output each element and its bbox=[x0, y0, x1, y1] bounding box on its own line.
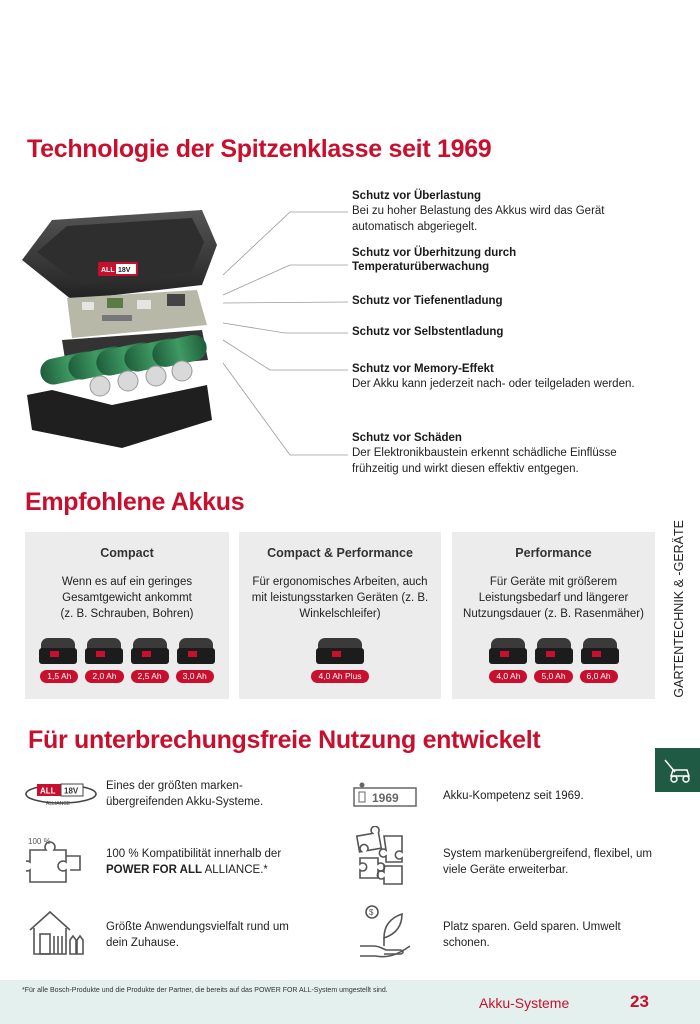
icon-all-text: ALL bbox=[40, 786, 56, 796]
icon-year-text: 1969 bbox=[372, 791, 399, 805]
card-title: Performance bbox=[515, 546, 592, 560]
feature-title: Schutz vor Selbstentladung bbox=[352, 326, 504, 338]
section-title-recommended: Empfohlene Akkus bbox=[25, 488, 245, 516]
card-compact-performance bbox=[239, 532, 441, 699]
advantage-text-line: dein Zuhause. bbox=[106, 937, 179, 949]
feature-title: Schutz vor Schäden bbox=[352, 432, 462, 444]
card-desc-line: mit leistungsstarken Geräten (z. B. bbox=[251, 592, 429, 604]
battery-icon bbox=[131, 638, 169, 664]
feature-desc-line: frühzeitig und wirkt diesen effektiv entgegen. bbox=[352, 463, 579, 475]
battery-icon bbox=[535, 638, 573, 664]
card-description bbox=[249, 574, 431, 622]
battery-circuit-board bbox=[67, 290, 207, 338]
garden-category-tab[interactable] bbox=[655, 748, 700, 792]
advantage-text-line bbox=[106, 862, 346, 878]
advantage-text-line: schonen. bbox=[443, 937, 490, 949]
advantage-text-line: übergreifenden Akku-Systeme. bbox=[106, 796, 264, 808]
battery-bottom-tray bbox=[27, 385, 212, 448]
card-desc-line: Leistungsbedarf und längerer bbox=[478, 592, 629, 604]
badge-all-text: ALL bbox=[101, 267, 115, 274]
card-desc-line: Wenn es auf ein geringes bbox=[61, 576, 193, 588]
battery-exploded-illustration bbox=[12, 190, 217, 450]
capacity-pill-row bbox=[239, 670, 441, 683]
advantage-text-line: Platz sparen. Geld sparen. Umwelt bbox=[443, 921, 621, 933]
power-for-all-alliance-icon bbox=[24, 778, 98, 810]
puzzle-pieces-icon bbox=[350, 826, 412, 888]
svg-text:$: $ bbox=[369, 908, 374, 917]
capacity-pill: 1,5 Ah bbox=[40, 670, 78, 683]
year-1969-icon bbox=[352, 782, 418, 810]
card-desc-line: Für Geräte mit größerem bbox=[489, 576, 618, 588]
house-fence-icon bbox=[26, 906, 86, 958]
advantage-text-line: 100 % Kompatibilität innerhalb der bbox=[106, 848, 282, 860]
capacity-pill: 6,0 Ah bbox=[580, 670, 618, 683]
advantage-largest-system bbox=[106, 778, 336, 810]
battery-icon bbox=[489, 638, 527, 664]
page-footer bbox=[0, 980, 700, 1024]
capacity-pill-row bbox=[452, 670, 655, 683]
capacity-pill: 2,0 Ah bbox=[85, 670, 123, 683]
feature-desc-line: Der Elektronikbaustein erkennt schädliche Einflüsse bbox=[352, 447, 617, 459]
card-description bbox=[462, 574, 645, 622]
capacity-pill-row bbox=[25, 670, 229, 683]
battery-icon-row bbox=[25, 638, 229, 664]
advantage-text-line: viele Geräte erweiterbar. bbox=[443, 864, 569, 876]
feature-memory-effect bbox=[352, 363, 682, 392]
card-title: Compact & Performance bbox=[267, 546, 413, 560]
badge-18v-text: 18V bbox=[118, 267, 131, 274]
capacity-pill: 2,5 Ah bbox=[131, 670, 169, 683]
card-compact bbox=[25, 532, 229, 699]
icon-18v-text: 18V bbox=[64, 786, 79, 796]
feature-damage bbox=[352, 432, 672, 477]
battery-icon bbox=[85, 638, 123, 664]
advantage-text-line: Eines der größten marken- bbox=[106, 780, 243, 792]
side-tab-label: GARTENTECHNIK & -GERÄTE bbox=[672, 520, 686, 698]
card-desc-line: Für ergonomisches Arbeiten, auch bbox=[252, 576, 428, 588]
advantage-save-space bbox=[443, 919, 673, 951]
battery-icon bbox=[581, 638, 619, 664]
feature-desc-line: automatisch abgeriegelt. bbox=[352, 221, 478, 233]
leader-lines bbox=[215, 195, 355, 465]
feature-self-discharge bbox=[352, 326, 672, 338]
alliance-suffix: ALLIANCE.* bbox=[202, 864, 268, 876]
battery-top-badge bbox=[98, 262, 138, 276]
page-title: Technologie der Spitzenklasse seit 1969 bbox=[27, 135, 492, 163]
feature-overload bbox=[352, 190, 672, 235]
puzzle-compatibility-icon bbox=[26, 836, 84, 884]
card-description bbox=[35, 574, 219, 622]
battery-icon bbox=[316, 638, 364, 664]
capacity-pill: 3,0 Ah bbox=[176, 670, 214, 683]
section-title-uninterrupted: Für unterbrechungsfreie Nutzung entwickelt bbox=[28, 726, 541, 754]
lawnmower-icon bbox=[655, 748, 700, 792]
footer-section-label: Akku-Systeme bbox=[479, 995, 570, 1011]
card-performance bbox=[452, 532, 655, 699]
feature-desc-line: Der Akku kann jederzeit nach- oder teilgeladen werden. bbox=[352, 378, 635, 390]
power-for-all-bold: POWER FOR ALL bbox=[106, 864, 203, 876]
card-desc-line: Winkelschleifer) bbox=[299, 608, 381, 620]
hand-plant-coin-icon bbox=[356, 902, 414, 960]
capacity-pill: 4,0 Ah bbox=[489, 670, 527, 683]
feature-deep-discharge bbox=[352, 295, 672, 307]
icon-percent-text: 100 % bbox=[28, 837, 51, 846]
battery-icon bbox=[39, 638, 77, 664]
card-desc-line: (z. B. Schrauben, Bohren) bbox=[60, 608, 194, 620]
page-number: 23 bbox=[630, 992, 649, 1011]
feature-title: Temperaturüberwachung bbox=[352, 261, 490, 273]
feature-desc-line: Bei zu hoher Belastung des Akkus wird das Gerät bbox=[352, 205, 605, 217]
advantage-text-line: System markenübergreifend, flexibel, um bbox=[443, 848, 653, 860]
capacity-pill: 5,0 Ah bbox=[534, 670, 572, 683]
advantage-cross-brand bbox=[443, 846, 683, 878]
footnote: *Für alle Bosch-Produkte und die Produkte der Partner, die bereits auf das POWER FOR ALL-System umgestellt sind. bbox=[22, 987, 388, 994]
icon-alliance-text: ALLIANCE bbox=[46, 801, 71, 807]
advantage-text-line: Größte Anwendungsvielfalt rund um bbox=[106, 921, 289, 933]
card-desc-line: Gesamtgewicht ankommt bbox=[62, 592, 192, 604]
card-title: Compact bbox=[100, 546, 154, 560]
feature-title: Schutz vor Tiefenentladung bbox=[352, 295, 503, 307]
advantage-text-line: Akku-Kompetenz seit 1969. bbox=[443, 790, 584, 802]
battery-icon bbox=[177, 638, 215, 664]
advantage-versatility bbox=[106, 919, 336, 951]
feature-title: Schutz vor Überlastung bbox=[352, 190, 482, 202]
battery-icon-row bbox=[452, 638, 655, 664]
card-desc-line: Nutzungsdauer (z. B. Rasenmäher) bbox=[463, 608, 644, 620]
feature-overheat bbox=[352, 247, 672, 273]
feature-title: Schutz vor Überhitzung durch bbox=[352, 247, 517, 259]
advantage-compatibility bbox=[106, 846, 346, 878]
capacity-pill: 4,0 Ah Plus bbox=[311, 670, 368, 683]
feature-title: Schutz vor Memory-Effekt bbox=[352, 363, 494, 375]
battery-icon-row bbox=[239, 638, 441, 664]
advantage-since-1969 bbox=[443, 788, 673, 804]
